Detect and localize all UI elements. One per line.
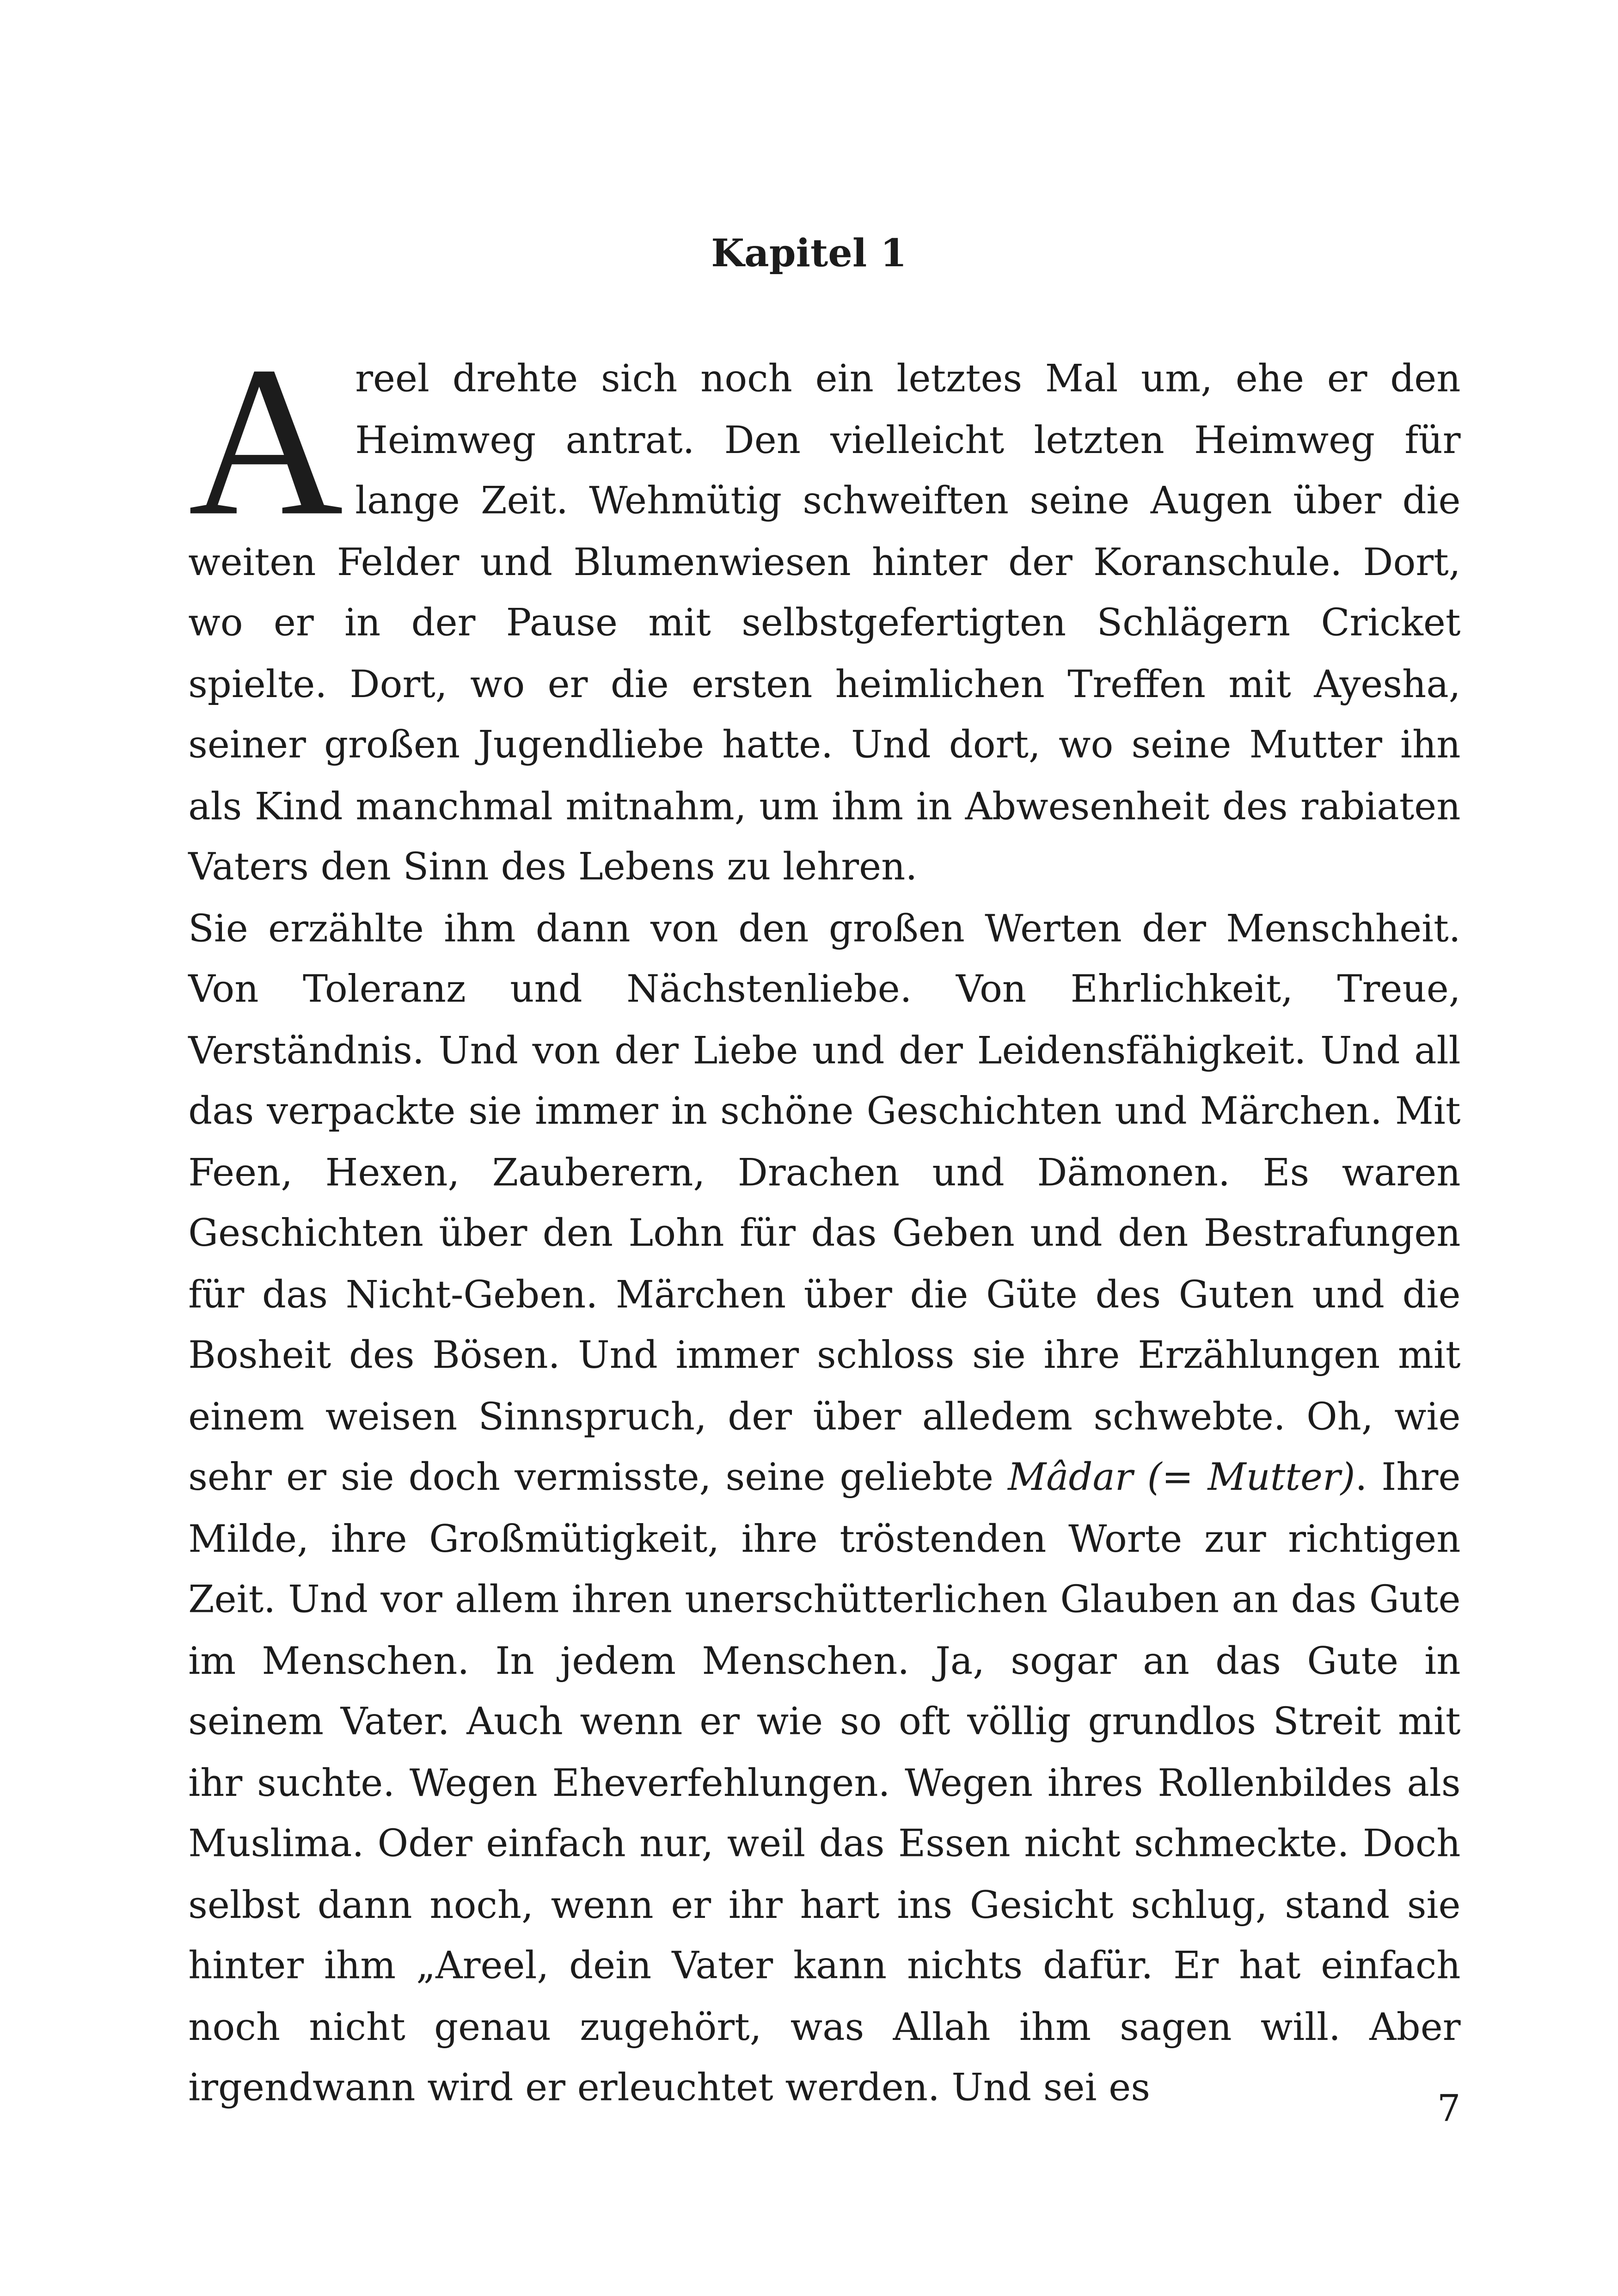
paragraph-2 bbox=[188, 900, 1460, 2120]
page-number: 7 bbox=[1437, 2087, 1461, 2130]
paragraph-2-italic-term: Mâdar (= Mutter) bbox=[1008, 1456, 1355, 1500]
paragraph-2-text-end: . Ihre Milde, ihre Großmütigkeit, ihre tröstenden Worte zur richtigen Zeit. Und vor allem ihren unerschütterlichen Glauben an das Gute im Menschen. In jedem Menschen. Ja, sogar an das Gute in seinem Vater. Auch wenn er wie so oft völlig grundlos Streit mit ihr suchte. Wegen Eheverfehlungen. Wegen ihres Rollenbildes als Muslima. Oder einfach nur, weil das Essen nicht schmeckte. Doch selbst dann noch, wenn er ihr hart ins Gesicht schlug, stand sie hinter ihm „Areel, dein Vater kann nichts dafür. Er hat einfach noch nicht genau zugehört, was Allah ihm sagen will. Aber irgendwann wird er erleuchtet werden. Und sei es bbox=[188, 1456, 1461, 2111]
paragraph-1-text: reel drehte sich noch ein letztes Mal um, ehe er den Heimweg antrat. Den vielleicht letzten Heimweg für lange Zeit. Wehmütig schweiften seine Augen über die weiten Felder und Blumenwiesen hinter der Koranschule. Dort, wo er in der Pause mit selbstgefertigten Schlägern Cricket spielte. Dort, wo er die ersten heimlichen Treffen mit Ayesha, seiner großen Jugendliebe hatte. Und dort, wo seine Mutter ihn als Kind manchmal mitnahm, um ihm in Abwesenheit des rabiaten Vaters den Sinn des Lebens zu lehren. bbox=[188, 357, 1461, 890]
paragraph-2-text-start: Sie erzählte ihm dann von den großen Werten der Menschheit. Von Toleranz und Nächstenliebe. Von Ehrlichkeit, Treue, Verständnis. Und von der Liebe und der Leidensfähigkeit. Und all das verpackte sie immer in schöne Geschichten und Märchen. Mit Feen, Hexen, Zauberern, Drachen und Dämonen. Es waren Geschichten über den Lohn für das Geben und den Bestrafungen für das Nicht-Geben. Märchen über die Güte des Guten und die Bosheit des Bösen. Und immer schloss sie ihre Erzählungen mit einem weisen Sinnspruch, der über alledem schwebte. Oh, wie sehr er sie doch vermisste, seine geliebte bbox=[188, 906, 1461, 1500]
drop-cap: A bbox=[188, 322, 343, 561]
paragraph-1 bbox=[188, 322, 1461, 899]
chapter-title: Kapitel 1 bbox=[711, 232, 907, 277]
body-text bbox=[188, 322, 1461, 2120]
